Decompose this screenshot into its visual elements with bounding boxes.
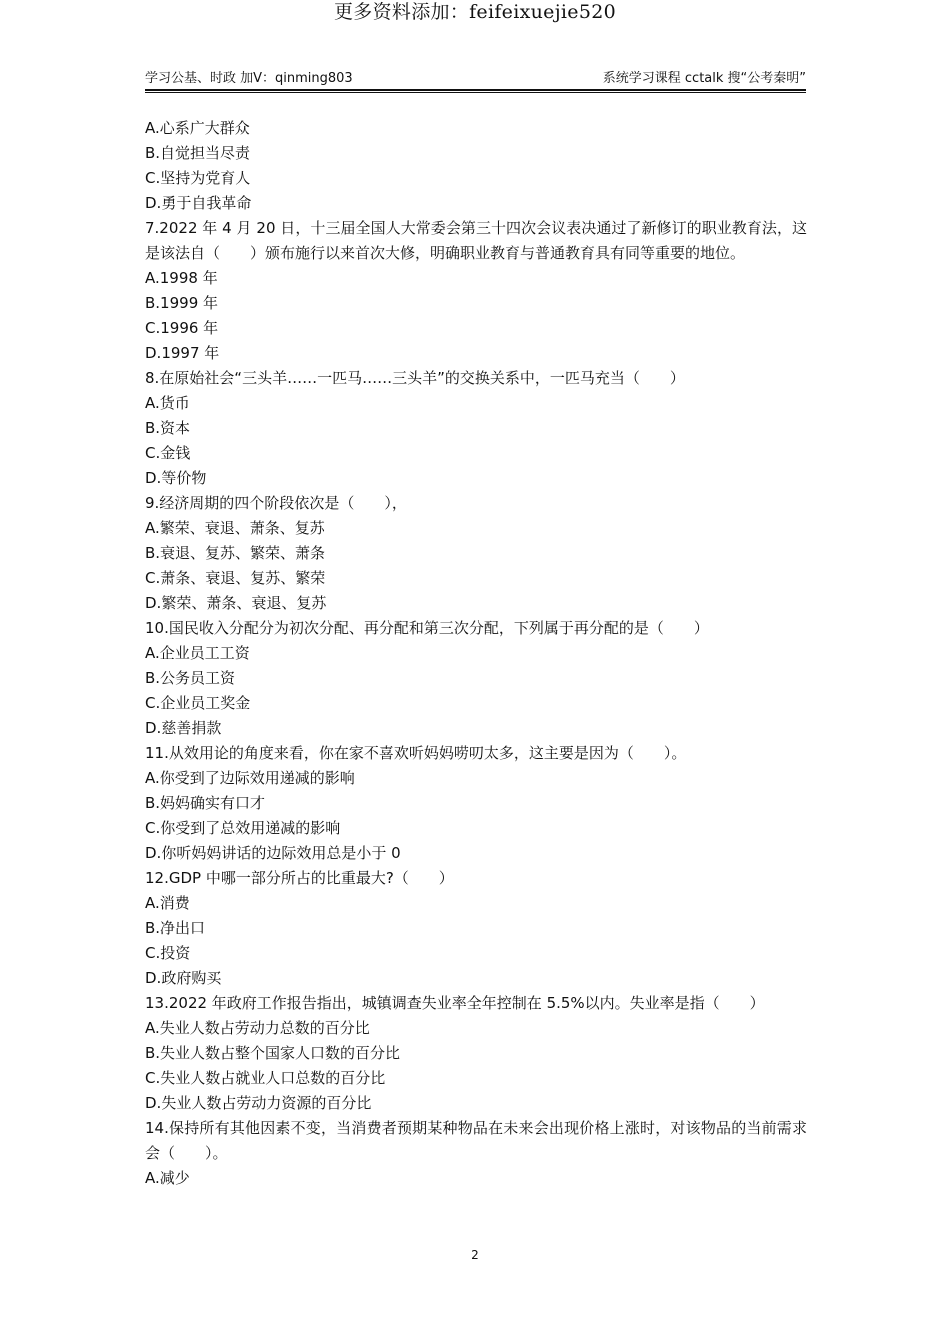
- option-d: D.等价物: [145, 469, 207, 487]
- question-12-stem: 12.GDP 中哪一部分所占的比重最大?（ ）: [145, 869, 454, 887]
- option-d: D.失业人数占劳动力资源的百分比: [145, 1094, 372, 1112]
- option-a: A.企业员工工资: [145, 644, 250, 662]
- option-a: A.减少: [145, 1169, 190, 1187]
- option-c: C.失业人数占就业人口总数的百分比: [145, 1069, 386, 1087]
- option-c: C.1996 年: [145, 319, 219, 337]
- option-c: C.你受到了总效用递减的影响: [145, 819, 341, 837]
- option-c: C.投资: [145, 944, 191, 962]
- option-d: D.政府购买: [145, 969, 222, 987]
- option-a: A.1998 年: [145, 269, 218, 287]
- option-c: C.坚持为党育人: [145, 169, 251, 187]
- option-b: B.衰退、复苏、繁荣、萧条: [145, 544, 326, 562]
- option-a: A.货币: [145, 394, 190, 412]
- option-b: B.公务员工资: [145, 669, 236, 687]
- watermark-text: 更多资料添加：feifeixuejie520: [334, 1, 616, 23]
- option-d: D.1997 年: [145, 344, 220, 362]
- option-c: C.企业员工奖金: [145, 694, 251, 712]
- option-a: A.失业人数占劳动力总数的百分比: [145, 1019, 370, 1037]
- question-8-stem: 8.在原始社会“三头羊……一匹马……三头羊”的交换关系中，一匹马充当（ ）: [145, 369, 685, 387]
- page-number: 2: [471, 1248, 479, 1262]
- page-header: [145, 70, 806, 90]
- header-divider: [145, 89, 806, 93]
- option-b: B.净出口: [145, 919, 206, 937]
- question-14-stem: 14.保持所有其他因素不变，当消费者预期某种物品在未来会出现价格上涨时，对该物品的当前需求会（ ）。: [145, 1119, 807, 1162]
- question-10-stem: 10.国民收入分配分为初次分配、再分配和第三次分配，下列属于再分配的是（ ）: [145, 619, 709, 637]
- question-11-stem: 11.从效用论的角度来看，你在家不喜欢听妈妈唠叨太多，这主要是因为（ ）。: [145, 744, 687, 762]
- option-c: C.金钱: [145, 444, 191, 462]
- option-b: B.妈妈确实有口才: [145, 794, 266, 812]
- question-7-stem: 7.2022 年 4 月 20 日，十三届全国人大常委会第三十四次会议表决通过了新修订的职业教育法，这是该法自（ ）颁布施行以来首次大修，明确职业教育与普通教育具有同等重要的地位。: [145, 219, 807, 262]
- option-d: D.你听妈妈讲话的边际效用总是小于 0: [145, 844, 401, 862]
- option-b: B.资本: [145, 419, 191, 437]
- header-left-text: 学习公基、时政 加V：qinming803: [145, 71, 353, 86]
- option-a: A.消费: [145, 894, 190, 912]
- option-d: D.慈善捐款: [145, 719, 222, 737]
- header-right-text: 系统学习课程 cctalk 搜“公考秦明”: [602, 71, 806, 86]
- question-13-stem: 13.2022 年政府工作报告指出，城镇调查失业率全年控制在 5.5%以内。失业率是指（ ）: [145, 994, 765, 1012]
- option-d: D.勇于自我革命: [145, 194, 252, 212]
- option-a: A.你受到了边际效用递减的影响: [145, 769, 355, 787]
- question-list: [145, 116, 807, 1191]
- option-b: B.自觉担当尽责: [145, 144, 251, 162]
- option-b: B.失业人数占整个国家人口数的百分比: [145, 1044, 401, 1062]
- option-b: B.1999 年: [145, 294, 219, 312]
- option-a: A.心系广大群众: [145, 119, 250, 137]
- option-d: D.繁荣、萧条、衰退、复苏: [145, 594, 327, 612]
- option-a: A.繁荣、衰退、萧条、复苏: [145, 519, 325, 537]
- option-c: C.萧条、衰退、复苏、繁荣: [145, 569, 326, 587]
- question-9-stem: 9.经济周期的四个阶段依次是（ ），: [145, 494, 407, 512]
